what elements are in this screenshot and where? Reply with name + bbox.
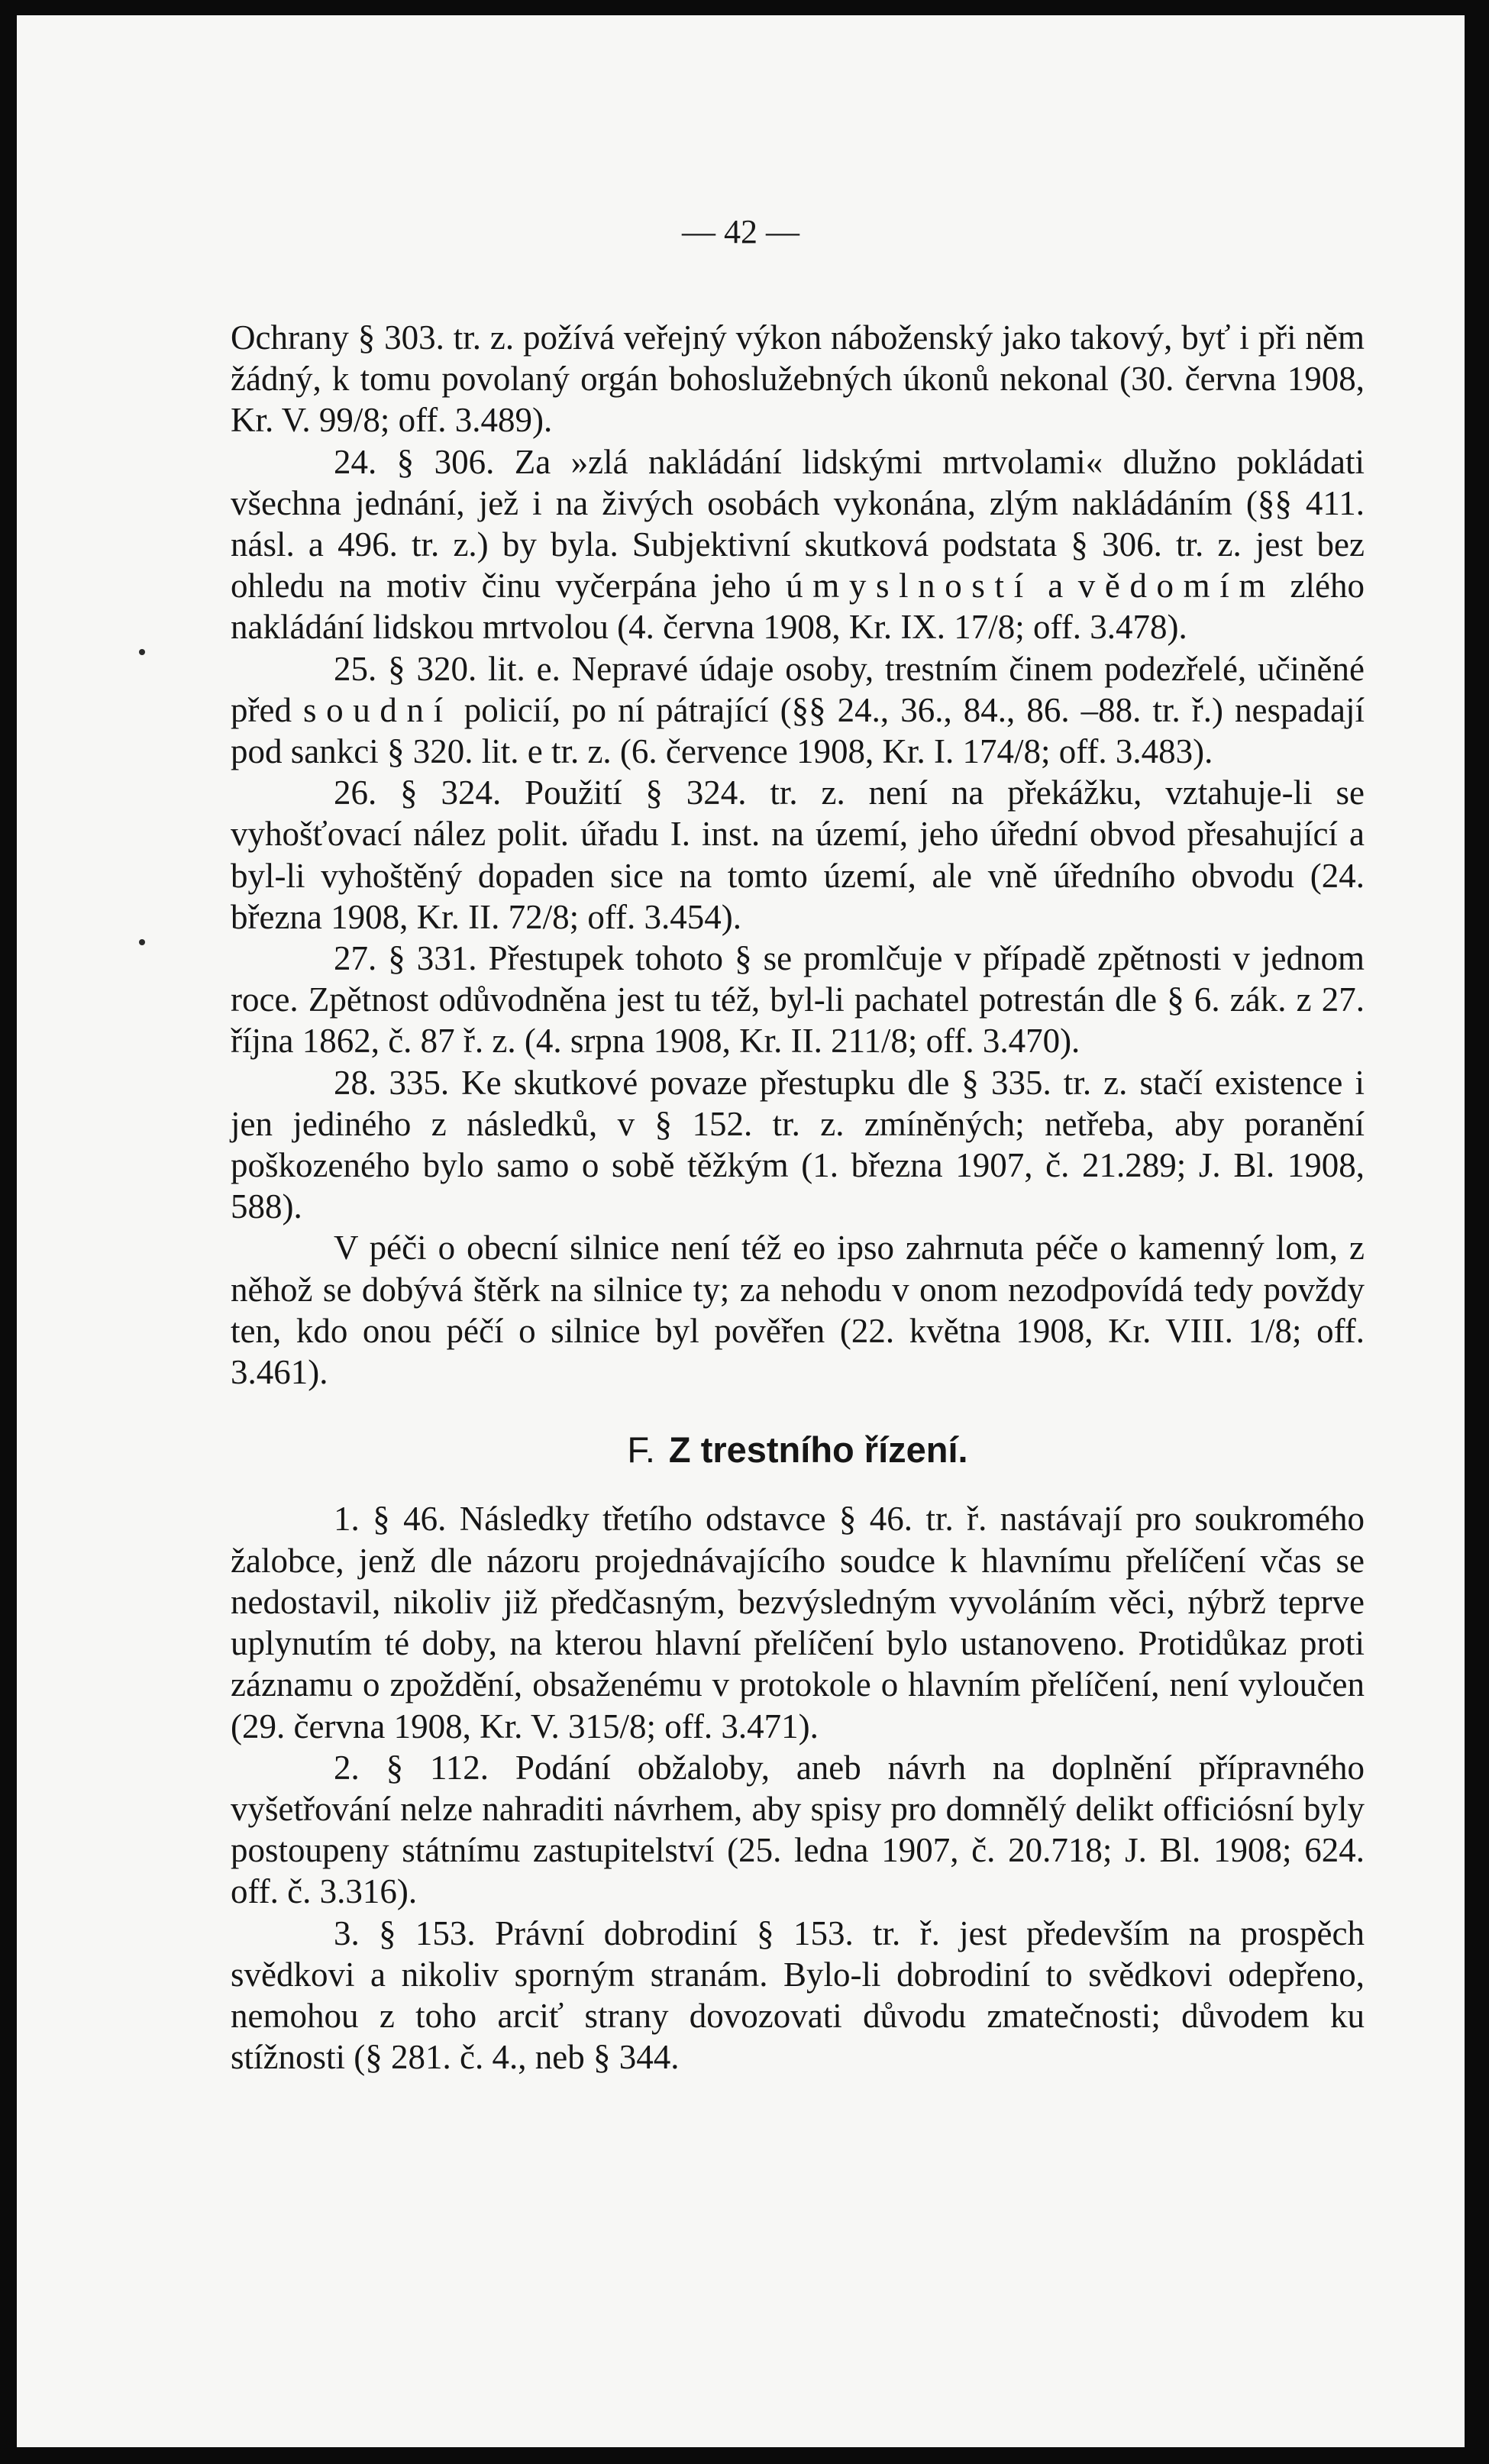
paragraph-26: 26. § 324. Použití § 324. tr. z. není na překážku, vztahuje-li se vyhošťovací nález polit. úřadu I. inst. na území, jeho úřední obvod přesahující a byl-li vyhoštěný dopaden sice na tomto území, ale vně úředního obvodu (24. března 1908, Kr. II. 72/8; off. 3.454).: [231, 773, 1365, 936]
section-letter: F.: [627, 1429, 655, 1471]
paragraph-27: 27. § 331. Přestupek tohoto § se promlčuje v případě zpětnosti v jednom roce. Zpětnost odůvodněna jest tu též, byl-li pachatel potrestán dle § 6. zák. z 27. října 1862, č. 87 ř. z. (4. srpna 1908, Kr. II. 211/8; off. 3.470).: [231, 939, 1365, 1061]
page-body: [231, 317, 1365, 2078]
paragraph-28: 28. 335. Ke skutkové povaze přestupku dle § 335. tr. z. stačí existence i jen jediného z následků, v § 152. tr. z. zmíněných; netřeba, aby poranění poškozeného bylo samo o sobě těžkým (1. března 1907, č. 21.289; J. Bl. 1908, 588).: [231, 1063, 1365, 1226]
paragraph-f1: 1. § 46. Následky třetího odstavce § 46. tr. ř. nastávají pro soukromého žalobce, jenž dle názoru projednávajícího soudce k hlavnímu přelíčení včas se nedostavil, nikoliv již předčasným, bezvýsledným vyvoláním věci, nýbrž teprve uplynutím té doby, na kterou hlavní přelíčení bylo ustanoveno. Protidůkaz proti záznamu o zpoždění, obsaženému v protokole o hlavním přelíčení, není vyloučen (29. června 1908, Kr. V. 315/8; off. 3.471).: [231, 1500, 1365, 1745]
margin-mark: [139, 939, 145, 945]
section-title: Z trestního řízení.: [668, 1429, 968, 1471]
section-heading: [231, 1429, 1365, 1471]
paragraph-f2: 2. § 112. Podání obžaloby, aneb návrh na doplnění přípravného vyšetřování nelze nahraditi návrhem, aby spisy pro domnělý delikt officiósní byly postoupeny státnímu zastupitelství (25. ledna 1907, č. 20.718; J. Bl. 1908; 624. off. č. 3.316).: [231, 1748, 1365, 1911]
paragraph-f3: 3. § 153. Právní dobrodiní § 153. tr. ř. jest především na prospěch svědkovi a nikoliv sporným stranám. Bylo-li dobrodiní to svědkovi odepřeno, nemohou z toho arciť strany dovozovati důvodu zmatečnosti; důvodem ku stížnosti (§ 281. č. 4., neb § 344.: [231, 1913, 1365, 2077]
margin-mark: [139, 649, 145, 655]
scanned-page: [17, 15, 1465, 2447]
paragraph-ochrany: Ochrany § 303. tr. z. požívá veřejný výkon náboženský jako takový, byť i při něm žádný, k tomu povolaný orgán bohoslužebných úkonů nekonal (30. června 1908, Kr. V. 99/8; off. 3.489).: [231, 318, 1365, 440]
paragraph-pece: V péči o obecní silnice není též eo ipso zahrnuta péče o kamenný lom, z něhož se dobývá štěrk na silnice ty; za nehodu v onom nezodpovídá tedy povždy ten, kdo onou péčí o silnice byl pověřen (22. května 1908, Kr. VIII. 1/8; off. 3.461).: [231, 1229, 1365, 1392]
page-number: — 42 —: [682, 213, 799, 250]
paragraph-24: 24. § 306. Za »zlá nakládání lidskými mrtvolami« dlužno pokládati všechna jednání, jež i na živých osobách vykonána, zlým nakládáním (§§ 411. násl. a 496. tr. z.) by byla. Subjektivní skutková podstata § 306. tr. z. jest bez ohledu na motiv činu vyčerpána jeho úmyslností a vědomím zlého nakládání lidskou mrtvolou (4. června 1908, Kr. IX. 17/8; off. 3.478).: [231, 442, 1365, 647]
paragraph-25: 25. § 320. lit. e. Nepravé údaje osoby, trestním činem podezřelé, učiněné před soudní policií, po ní pátrající (§§ 24., 36., 84., 86. –88. tr. ř.) nespadají pod sankci § 320. lit. e tr. z. (6. července 1908, Kr. I. 174/8; off. 3.483).: [231, 649, 1365, 771]
